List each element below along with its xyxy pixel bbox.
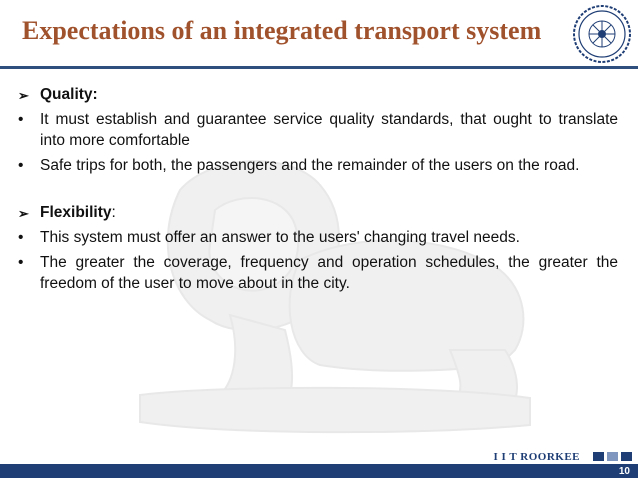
quality-point-1 — [18, 109, 618, 151]
footer-bar — [0, 464, 638, 478]
footer-square-icon — [621, 452, 632, 461]
bullet-icon: • — [18, 229, 24, 246]
footer-square-icon — [593, 452, 604, 461]
footer-brand: I I T ROORKEE — [493, 451, 580, 463]
bullet-icon: • — [18, 254, 24, 271]
arrow-bullet-icon: ➢ — [18, 88, 29, 103]
quality-point-2-text: Safe trips for both, the passengers and the remainder of the users on the road. — [40, 157, 580, 174]
flexibility-heading-text: Flexibility — [40, 204, 112, 221]
footer — [0, 436, 638, 478]
quality-heading-text: Quality: — [40, 86, 98, 103]
quality-point-2 — [18, 155, 618, 176]
flexibility-point-2 — [18, 252, 618, 294]
page-number: 10 — [618, 466, 630, 477]
flexibility-point-1 — [18, 227, 618, 248]
footer-square-icon — [607, 452, 618, 461]
bullet-icon: • — [18, 111, 24, 128]
title-underline — [0, 66, 638, 69]
quality-point-1-text: It must establish and guarantee service quality standards, that ought to translate into more comfortable — [40, 111, 618, 149]
iit-roorkee-seal-icon — [572, 4, 632, 64]
quality-heading — [18, 84, 618, 105]
flexibility-point-1-text: This system must offer an answer to the users' changing travel needs. — [40, 229, 520, 246]
footer-squares — [593, 452, 632, 461]
flexibility-point-2-text: The greater the coverage, frequency and operation schedules, the greater the freedom of the user to move about in the city. — [40, 254, 618, 292]
arrow-bullet-icon: ➢ — [18, 206, 29, 221]
flexibility-heading-colon: : — [111, 204, 116, 221]
slide-title: Expectations of an integrated transport system — [22, 16, 542, 45]
bullet-icon: • — [18, 157, 24, 174]
slide-content — [18, 84, 618, 294]
flexibility-heading — [18, 202, 618, 223]
